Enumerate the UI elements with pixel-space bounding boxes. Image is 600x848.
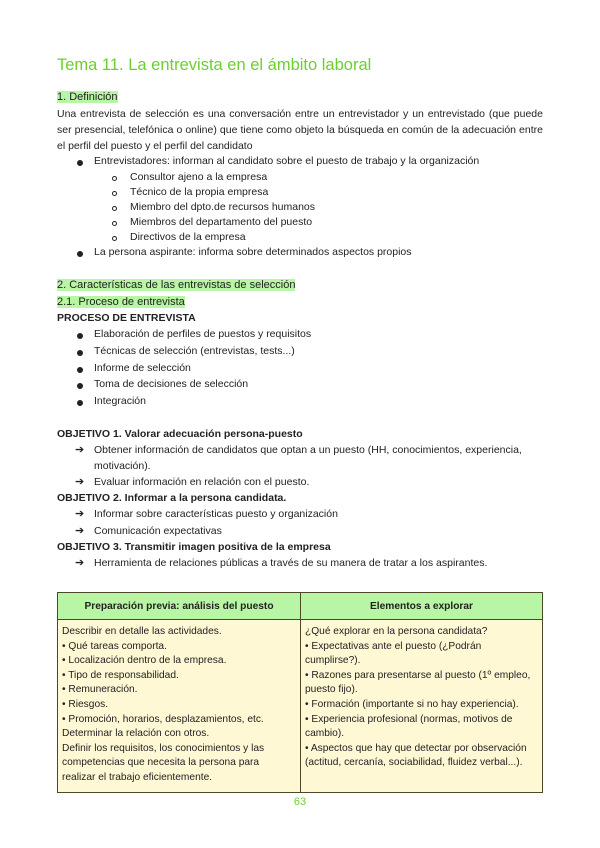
objective-item: Herramienta de relaciones públicas a través de su manera de tratar a los aspirantes. (94, 557, 488, 569)
table-line: cumplirse?). (305, 655, 361, 667)
table-line: Determinar la relación con otros. (62, 728, 210, 740)
bullet-dot (77, 251, 83, 257)
objective-item: Evaluar información en relación con el puesto. (94, 476, 310, 488)
page-number: 63 (293, 796, 307, 808)
objective-item: Obtener información de candidatos que optan a un puesto (HH, conocimientos, experiencia, (94, 444, 522, 456)
arrow-icon: ➔ (75, 508, 85, 520)
section1-paragraph: Una entrevista de selección es una conversación entre un entrevistador y un entrevistado (que puede ser presencial, telefónica o online) que tiene como objeto la búsqueda en común de la adecuación entre el perfil del puesto y el perfil del candidato (57, 108, 543, 152)
section2-heading: 2. Características de las entrevistas de selección (57, 279, 296, 291)
bullet-dot (77, 160, 83, 166)
table-line: cambio). (305, 728, 345, 740)
job-analysis-table (57, 592, 543, 793)
table-line: • Riesgos. (62, 698, 109, 710)
bullet-dot (77, 350, 83, 356)
bullet-dot (77, 333, 83, 339)
section2-subheading: 2.1. Proceso de entrevista (57, 296, 185, 308)
table-line: • Formación (importante si no hay experiencia). (305, 698, 519, 710)
table-line: (actitud, cercanía, sociabilidad, fluidez verbal...). (305, 757, 523, 769)
candidate-item: La persona aspirante: informa sobre determinados aspectos propios (94, 246, 412, 258)
sub-item: Miembros del departamento del puesto (130, 216, 313, 228)
sub-item: Técnico de la propia empresa (130, 186, 269, 198)
objective1-title: OBJETIVO 1. Valorar adecuación persona-puesto (57, 428, 303, 440)
table-line: • Experiencia profesional (normas, motivos de (305, 713, 513, 725)
table-line: • Tipo de responsabilidad. (62, 669, 179, 681)
table-line: ¿Qué explorar en la persona candidata? (305, 626, 488, 637)
sub-item: Miembro del dpto.de recursos humanos (130, 201, 316, 213)
process-item: Toma de decisiones de selección (94, 378, 249, 390)
sub-item: Consultor ajeno a la empresa (130, 171, 268, 183)
interviewers-item: Entrevistadores: informan al candidato sobre el puesto de trabajo y la organización (94, 155, 480, 167)
arrow-icon: ➔ (75, 444, 85, 456)
circle-bullet (112, 206, 117, 211)
table-line: • Razones para presentarse al puesto (1º empleo, (305, 669, 531, 681)
circle-bullet (112, 221, 117, 226)
table-line: Definir los requisitos, los conocimientos y las (62, 742, 265, 754)
page-title: Tema 11. La entrevista en el ámbito laboral (57, 56, 372, 74)
table-header-elements: Elementos a explorar (301, 593, 543, 620)
bullet-dot (77, 400, 83, 406)
sub-item: Directivos de la empresa (130, 231, 246, 243)
table-line: • Aspectos que hay que detectar por observación (305, 742, 527, 754)
table-header-preparation: Preparación previa: análisis del puesto (58, 593, 301, 620)
arrow-icon: ➔ (75, 476, 85, 488)
table-cell-elements (301, 620, 543, 793)
process-item: Técnicas de selección (entrevistas, tests...) (94, 345, 295, 357)
table-line: • Qué tareas comporta. (62, 640, 167, 652)
table-line: realizar el trabajo eficientemente. (62, 771, 213, 783)
table-cell-preparation (58, 620, 301, 793)
process-item: Integración (94, 395, 146, 407)
table-line: • Localización dentro de la empresa. (62, 655, 227, 667)
section1-heading: 1. Definición (57, 91, 118, 103)
objective3-title: OBJETIVO 3. Transmitir imagen positiva de la empresa (57, 541, 331, 553)
circle-bullet (112, 191, 117, 196)
arrow-icon: ➔ (75, 557, 85, 569)
arrow-icon: ➔ (75, 525, 85, 537)
circle-bullet (112, 236, 117, 241)
process-item: Elaboración de perfiles de puestos y requisitos (94, 328, 312, 340)
table-line: • Remuneración. (62, 684, 138, 696)
objective2-title: OBJETIVO 2. Informar a la persona candidata. (57, 492, 287, 504)
objective-item: Informar sobre características puesto y organización (94, 508, 338, 520)
objective-item: motivación). (94, 460, 151, 472)
process-title: PROCESO DE ENTREVISTA (57, 312, 196, 324)
process-item: Informe de selección (94, 362, 191, 374)
circle-bullet (112, 176, 117, 181)
objective-item: Comunicación expectativas (94, 525, 222, 537)
table-line: puesto fijo). (305, 684, 358, 696)
table-line: competencias que necesita la persona para (62, 757, 260, 769)
bullet-dot (77, 367, 83, 373)
table-line: Describir en detalle las actividades. (62, 626, 222, 637)
table-line: • Promoción, horarios, desplazamientos, etc. (62, 713, 264, 725)
bullet-dot (77, 383, 83, 389)
table-line: • Expectativas ante el puesto (¿Podrán (305, 640, 482, 652)
